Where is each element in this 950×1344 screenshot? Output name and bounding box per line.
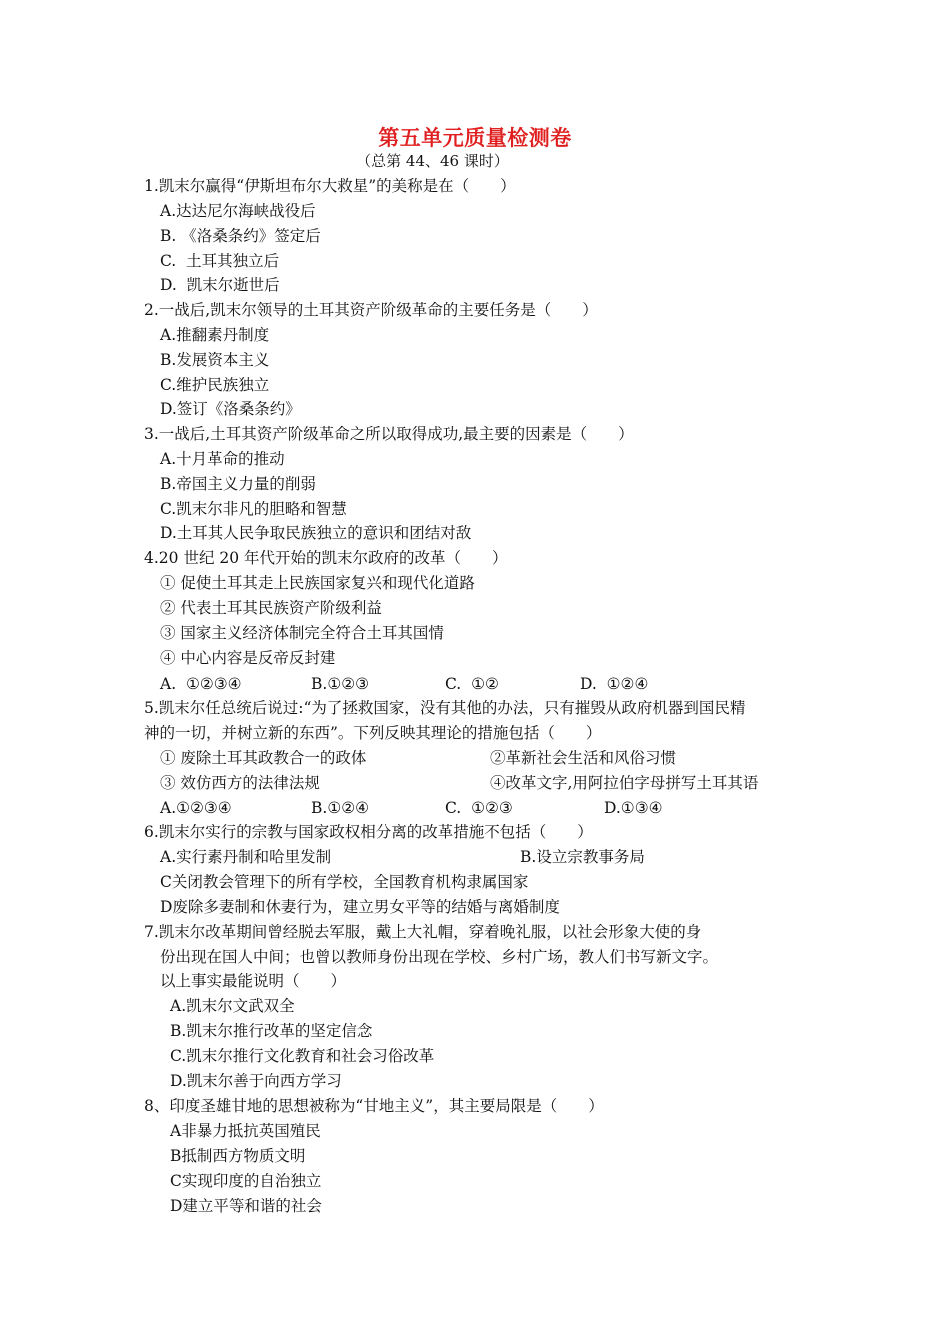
option: A.实行素丹制和哈里发制: [160, 848, 332, 866]
option: C关闭教会管理下的所有学校，全国教育机构隶属国家: [160, 873, 529, 891]
option: C.凯末尔推行文化教育和社会习俗改革: [170, 1047, 435, 1065]
option: B.帝国主义力量的削弱: [160, 475, 316, 493]
statement: ④ 中心内容是反帝反封建: [160, 649, 336, 667]
option: A.推翻素丹制度: [160, 326, 270, 344]
option: C实现印度的自治独立: [170, 1172, 322, 1190]
option: D建立平等和谐的社会: [170, 1197, 322, 1215]
question-stem: 份出现在国人中间；也曾以教师身份出现在学校、乡村广场，教人们书写新文字。: [160, 948, 719, 966]
option: B.①②④: [311, 799, 370, 817]
option: D.土耳其人民争取民族独立的意识和团结对敌: [160, 524, 472, 542]
option: A.①②③④: [160, 799, 232, 817]
option: C. 土耳其独立后: [160, 252, 280, 270]
option: A.十月革命的推动: [160, 450, 285, 468]
option: D. ①②④: [580, 675, 649, 693]
option: B.①②③: [311, 675, 370, 693]
question-stem: 2.一战后,凯末尔领导的土耳其资产阶级革命的主要任务是（ ）: [144, 301, 598, 319]
option: C. ①②③: [445, 799, 513, 817]
question-stem: 神的一切，并树立新的东西”。下列反映其理论的措施包括（ ）: [144, 724, 602, 742]
question-stem: 7.凯末尔改革期间曾经脱去军服，戴上大礼帽，穿着晚礼服，以社会形象大使的身: [144, 923, 702, 941]
option: D.①③④: [604, 799, 663, 817]
option: C. ①②: [445, 675, 499, 693]
option: B抵制西方物质文明: [170, 1147, 306, 1165]
question-stem: 5.凯末尔任总统后说过:“为了拯救国家，没有其他的办法，只有摧毁从政府机器到国民精: [144, 699, 746, 717]
option: A.达达尼尔海峡战役后: [160, 202, 316, 220]
statement: ① 促使土耳其走上民族国家复兴和现代化道路: [160, 574, 475, 592]
statement: ② 代表土耳其民族资产阶级利益: [160, 599, 382, 617]
option: A非暴力抵抗英国殖民: [170, 1122, 321, 1140]
statement: ④改革文字,用阿拉伯字母拼写土耳其语: [490, 774, 759, 792]
page-subtitle: （总第 44、46 课时）: [356, 152, 509, 170]
question-stem: 1.凯末尔赢得“伊斯坦布尔大救星”的美称是在（ ）: [144, 177, 516, 195]
statement: ②革新社会生活和风俗习惯: [490, 749, 677, 767]
question-stem: 6.凯末尔实行的宗教与国家政权相分离的改革措施不包括（ ）: [144, 823, 593, 841]
question-stem: 4.20 世纪 20 年代开始的凯末尔政府的改革（ ）: [144, 549, 508, 567]
option: C.维护民族独立: [160, 376, 270, 394]
option: A. ①②③④: [160, 675, 242, 693]
option: B.设立宗教事务局: [520, 848, 645, 866]
question-stem: 3.一战后,土耳其资产阶级革命之所以取得成功,最主要的因素是（ ）: [144, 425, 634, 443]
statement: ③ 国家主义经济体制完全符合土耳其国情: [160, 624, 444, 642]
question-stem: 以上事实最能说明（ ）: [160, 972, 347, 990]
option: B. 《洛桑条约》签定后: [160, 227, 321, 245]
option: A.凯末尔文武双全: [170, 997, 295, 1015]
option: D.签订《洛桑条约》: [160, 400, 301, 418]
option: B.凯末尔推行改革的坚定信念: [170, 1022, 373, 1040]
option: D废除多妻制和休妻行为，建立男女平等的结婚与离婚制度: [160, 898, 560, 916]
option: D. 凯末尔逝世后: [160, 276, 280, 294]
statement: ③ 效仿西方的法律法规: [160, 774, 320, 792]
statement: ① 废除土耳其政教合一的政体: [160, 749, 367, 767]
option: D.凯末尔善于向西方学习: [170, 1072, 342, 1090]
page-title: 第五单元质量检测卷: [378, 125, 572, 150]
option: B.发展资本主义: [160, 351, 270, 369]
option: C.凯末尔非凡的胆略和智慧: [160, 500, 347, 518]
question-stem: 8、印度圣雄甘地的思想被称为“甘地主义”，其主要局限是（ ）: [144, 1097, 604, 1115]
